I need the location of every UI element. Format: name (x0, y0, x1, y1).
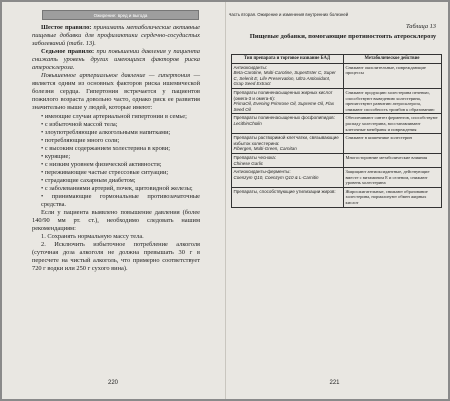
table-title: Пищевые добавки, помогающие противостоять атеросклерозу (249, 33, 437, 40)
metabolic-action-cell: Снижают окислительные, повреждающие процессы (343, 63, 441, 88)
supplement-brand-names: LecithinCholin (233, 120, 262, 126)
supplement-brand-names: Beta-Carotine, Multi-Carotine, SuperEster C, Super C, Selenit E, Life Preservation, Ultra Antioxidant, Grap Seed Extract (233, 70, 336, 87)
risk-factor-item: • с заболеваниями артерий, почек, щитовидной железы; (41, 184, 193, 192)
supplement-brand-names: Chinese Garlic (233, 160, 264, 166)
supplement-cell (231, 134, 343, 154)
running-head-right: Часть вторая. Ожирение и изменения внутренних болезней (228, 12, 349, 17)
table-row (231, 168, 441, 188)
header-supplement-type: Тип препарата и торговое название БАД (231, 55, 343, 64)
supplement-cell (231, 88, 343, 113)
table-row (231, 63, 441, 88)
supplement-cell (231, 114, 343, 134)
running-head-left (42, 10, 199, 20)
table-header-row (231, 55, 441, 64)
table-row (231, 153, 441, 167)
risk-factor-item: • с высоким содержанием холестерина в крови; (41, 144, 170, 152)
supplement-brand-names: PrimaOil, Evening Primrose Oil, Supreme Oil, Flax Seed Oil (233, 101, 335, 112)
supplement-type: Препараты полиненасыщенных жирных кислот (омега-3 и омега-6): (233, 89, 333, 101)
rule-7-text: при повышении давления у пациента снижать уровень других имеющихся факторов риска атеросклероза. (32, 48, 200, 72)
risk-factor-item: • потребляющие много соли; (41, 136, 120, 144)
table-label: Таблица 13 (405, 23, 436, 30)
metabolic-action-cell: Многосторонние метаболические влияния (343, 153, 441, 167)
rule-6-heading: Шестое правило: (41, 24, 92, 31)
metabolic-action-cell: Снижают в кишечнике холестерин (343, 134, 441, 154)
rule-6-text: принимать метаболические активные пищевые добавки для профилактики сердечно-сосудистых заболеваний (табл. 13). (32, 24, 200, 48)
hypertension-text: — является одним из основных факторов риска ишемической болезни сердца. Гипертония встречается у пациентов пожилого возраста довольно часто, однако риск ее развития значительно выше у людей, которые имеют: (32, 72, 200, 112)
table-row (231, 114, 441, 134)
recommendation-item: 1. Сохранять нормальную массу тела. (41, 233, 144, 241)
risk-factor-list (32, 113, 200, 210)
risk-factor-item: • курящие; (41, 152, 71, 160)
supplement-cell (231, 153, 343, 167)
supplement-cell (231, 63, 343, 88)
book-spread (2, 2, 448, 399)
paragraph-rule-7 (32, 48, 200, 72)
metabolic-action-cell: Обеспечивают синтез ферментов, способствуют распаду холестерина, восстанавливают клеточные мембраны и повреждения (343, 114, 441, 134)
supplement-brand-names: Fibergen, Multi-Green, Carnitan (233, 146, 297, 152)
risk-factor-item: • злоупотребляющие алкогольными напитками; (41, 128, 171, 136)
supplement-type: Препараты чеснока: (233, 154, 277, 160)
supplement-cell (231, 168, 343, 188)
table-row (231, 187, 441, 207)
paragraph-recommendations: Если у пациента выявлено повышение давления (более 140/90 мм рт. ст.), необходимо следовать нашим рекомендациям: (32, 209, 200, 233)
supplement-type: Препараты растворимой клетчатки, связывающие избыток холестерина: (233, 135, 339, 146)
risk-factor-item: • с низким уровнем физической активности; (41, 160, 162, 168)
metabolic-action-cell: Защищают антиоксидантные, действующие вместе с витамином Е и селеном, снижают уровень холестерина (343, 168, 441, 188)
right-page (226, 2, 449, 399)
supplement-brand-names: Coenzym Q10, Coenzym Q10 & L-Carnitin (233, 174, 319, 180)
left-page-body (32, 24, 200, 273)
risk-factor-item: • переживающие частые стрессовые ситуации; (41, 168, 169, 176)
metabolic-action-cell: Снижают продукцию холестерина печенью, способствуют выведению холестерина, препятствуют развитию атеросклероза, снижают способность тромбов к образованию (343, 88, 441, 113)
risk-factor-item: • принимающие гормональные противозачаточные средства. (41, 192, 200, 209)
paragraph-hypertension (32, 72, 200, 112)
table-row (231, 134, 441, 154)
supplement-cell (231, 187, 343, 207)
header-metabolic-action: Метаболическое действие (343, 55, 441, 64)
supplement-type: Препараты полиненасыщенных фосфолипидов: (233, 115, 335, 121)
risk-factor-item: • с избыточной массой тела; (41, 120, 118, 128)
supplements-table (231, 54, 442, 208)
left-page (2, 2, 226, 399)
paragraph-rule-6 (32, 24, 200, 48)
running-head-left-text: Ожирение: вред и выгода (93, 12, 148, 18)
supplement-type: Антиоксиданты: (233, 64, 268, 70)
page-number-left: 220 (108, 380, 119, 386)
supplement-type: Препараты, способствующие утилизации жиров: (233, 188, 336, 194)
risk-factor-item: • страдающие сахарным диабетом; (41, 176, 136, 184)
metabolic-action-cell: Жиросжигательные, снижают образование холестерина, нормализуют обмен жирных кислот (343, 187, 441, 207)
hypertension-term: Повышенное артериальное давление — гипертония (41, 72, 191, 80)
page-number-right: 221 (329, 380, 340, 386)
table-body (231, 63, 441, 207)
supplement-type: Антиоксиданты-ферменты: (233, 169, 291, 175)
recommendation-list (32, 233, 200, 273)
risk-factor-item: • имеющие случаи артериальной гипертонии в семье; (41, 112, 187, 120)
table-row (231, 88, 441, 113)
recommendation-item: 2. Исключить избыточное потребление алкоголя (суточная доза алкоголя не должна превышать 30 г в пересчете на чистый алкоголь, что примерно соответствует 720 г водки или 250 г сухого вина). (32, 241, 200, 273)
rule-7-heading: Седьмое правило: (41, 48, 95, 56)
